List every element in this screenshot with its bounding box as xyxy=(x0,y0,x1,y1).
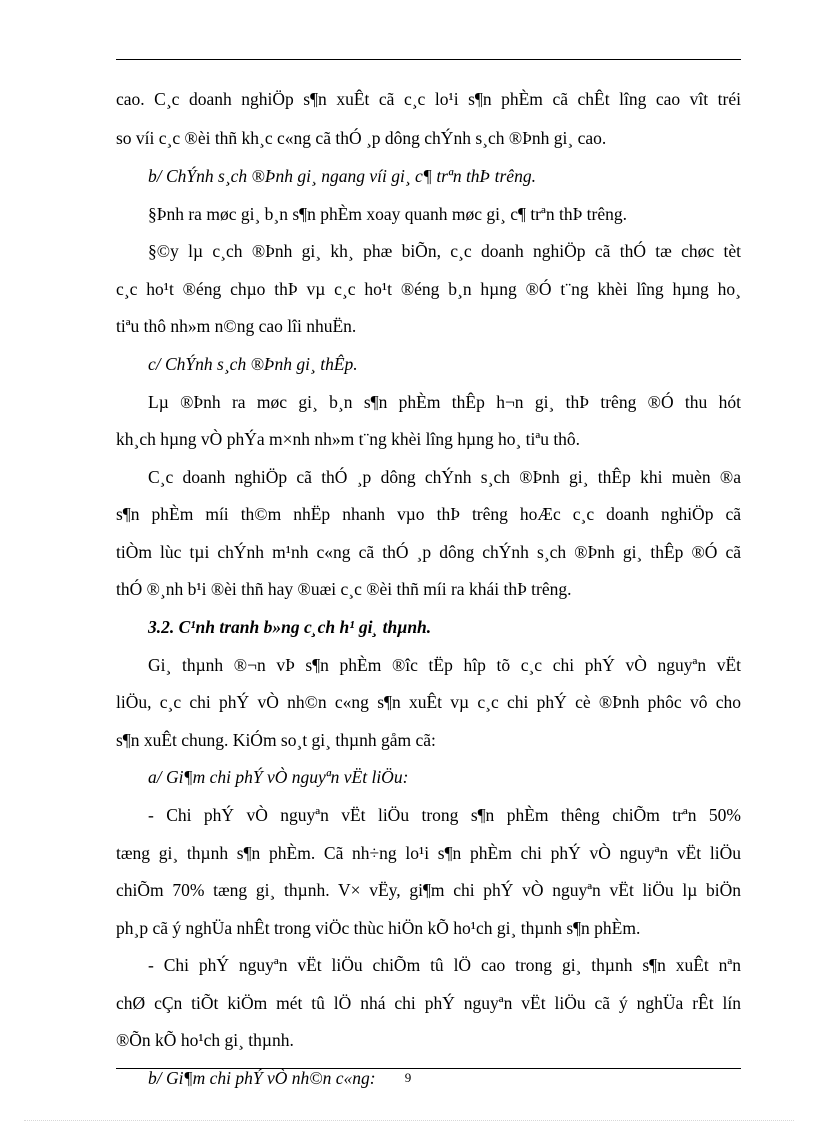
body-line: s¶n xuÊt chung. KiÓm so¸t gi¸ thµnh gåm cã: xyxy=(116,730,436,750)
body-line: Lµ ®Þnh ra møc gi¸ b¸n s¶n phÈm thÊp h¬n gi¸ thÞ trêng ®Ó thu hót xyxy=(148,392,741,412)
body-line: c¸c ho¹t ®éng chµo thÞ vµ c¸c ho¹t ®éng b¸n hµng ®Ó t¨ng khèi lîng hµng ho¸ xyxy=(116,279,741,299)
body-line: §©y lµ c¸ch ®Þnh gi¸ kh¸ phæ biÕn, c¸c doanh nghiÖp cã thÓ tæ chøc tèt xyxy=(148,241,741,261)
subheading: a/ Gi¶m chi phÝ vÒ nguyªn vËt liÖu: xyxy=(148,767,409,787)
body-line: liÖu, c¸c chi phÝ vÒ nh©n c«ng s¶n xuÊt vµ c¸c chi phÝ cè ®Þnh phôc vô cho xyxy=(116,692,741,712)
subheading: b/ Gi¶m chi phÝ vÒ nh©n c«ng: xyxy=(148,1068,376,1088)
body-line: - Chi phÝ vÒ nguyªn vËt liÖu trong s¶n phÈm thêng chiÕm trªn 50% xyxy=(148,805,741,825)
body-line: tiÒm lùc tµi chÝnh m¹nh c«ng cã thÓ ¸p dông chÝnh s¸ch ®Þnh gi¸ thÊp ®Ó cã xyxy=(116,542,741,562)
body-line: tiªu thô nh»m n©ng cao lîi nhuËn. xyxy=(116,316,357,336)
body-line: Gi¸ thµnh ®¬n vÞ s¶n phÈm ®îc tËp hîp tõ c¸c chi phÝ vÒ nguyªn vËt xyxy=(148,655,741,675)
body-line: §Þnh ra møc gi¸ b¸n s¶n phÈm xoay quanh møc gi¸ c¶ trªn thÞ trêng. xyxy=(148,204,628,224)
body-line: kh¸ch hµng vÒ phÝa m×nh nh»m t¨ng khèi lîng hµng ho¸ tiªu thô. xyxy=(116,429,581,449)
body-line: tæng gi¸ thµnh s¶n phÈm. Cã nh÷ng lo¹i s¶n phÈm chi phÝ vÒ nguyªn vËt liÖu xyxy=(116,843,741,863)
section-heading: 3.2. C¹nh tranh b»ng c¸ch h¹ gi¸ thµnh. xyxy=(148,617,432,637)
header-rule xyxy=(116,59,741,60)
body-line: chiÕm 70% tæng gi¸ thµnh. V× vËy, gi¶m chi phÝ vÒ nguyªn vËt liÖu lµ biÖn xyxy=(116,880,741,900)
page-edge-dotted-line xyxy=(24,1120,794,1121)
body-line: s¶n phÈm míi th©m nhËp nhanh vµo thÞ trêng hoÆc c¸c doanh nghiÖp cã xyxy=(116,504,741,524)
subheading: b/ ChÝnh s¸ch ®Þnh gi¸ ngang víi gi¸ c¶ trªn thÞ trêng. xyxy=(148,166,536,186)
body-line: cao. C¸c doanh nghiÖp s¶n xuÊt cã c¸c lo¹i s¶n phÈm cã chÊt lîng cao vît tréi xyxy=(116,89,741,109)
page-number: 9 xyxy=(404,1070,412,1085)
body-line: chØ cÇn tiÕt kiÖm mét tû lÖ nhá chi phÝ nguyªn vËt liÖu cã ý nghÜa rÊt lín xyxy=(116,993,741,1013)
body-line: so víi c¸c ®èi thñ kh¸c c«ng cã thÓ ¸p dông chÝnh s¸ch ®Þnh gi¸ cao. xyxy=(116,128,607,148)
body-line: ®Õn kÕ ho¹ch gi¸ thµnh. xyxy=(116,1030,294,1050)
body-line: ph¸p cã ý nghÜa nhÊt trong viÖc thùc hiÖn kÕ ho¹ch gi¸ thµnh s¶n phÈm. xyxy=(116,918,641,938)
body-line: thÓ ®¸nh b¹i ®èi thñ hay ®uæi c¸c ®èi thñ míi ra khái thÞ trêng. xyxy=(116,579,572,599)
footer-rule xyxy=(116,1068,741,1069)
body-line: C¸c doanh nghiÖp cã thÓ ¸p dông chÝnh s¸ch ®Þnh gi¸ thÊp khi muèn ®a xyxy=(148,467,741,487)
body-line: - Chi phÝ nguyªn vËt liÖu chiÕm tû lÖ cao trong gi¸ thµnh s¶n xuÊt nªn xyxy=(148,955,741,975)
subheading: c/ ChÝnh s¸ch ®Þnh gi¸ thÊp. xyxy=(148,354,358,374)
